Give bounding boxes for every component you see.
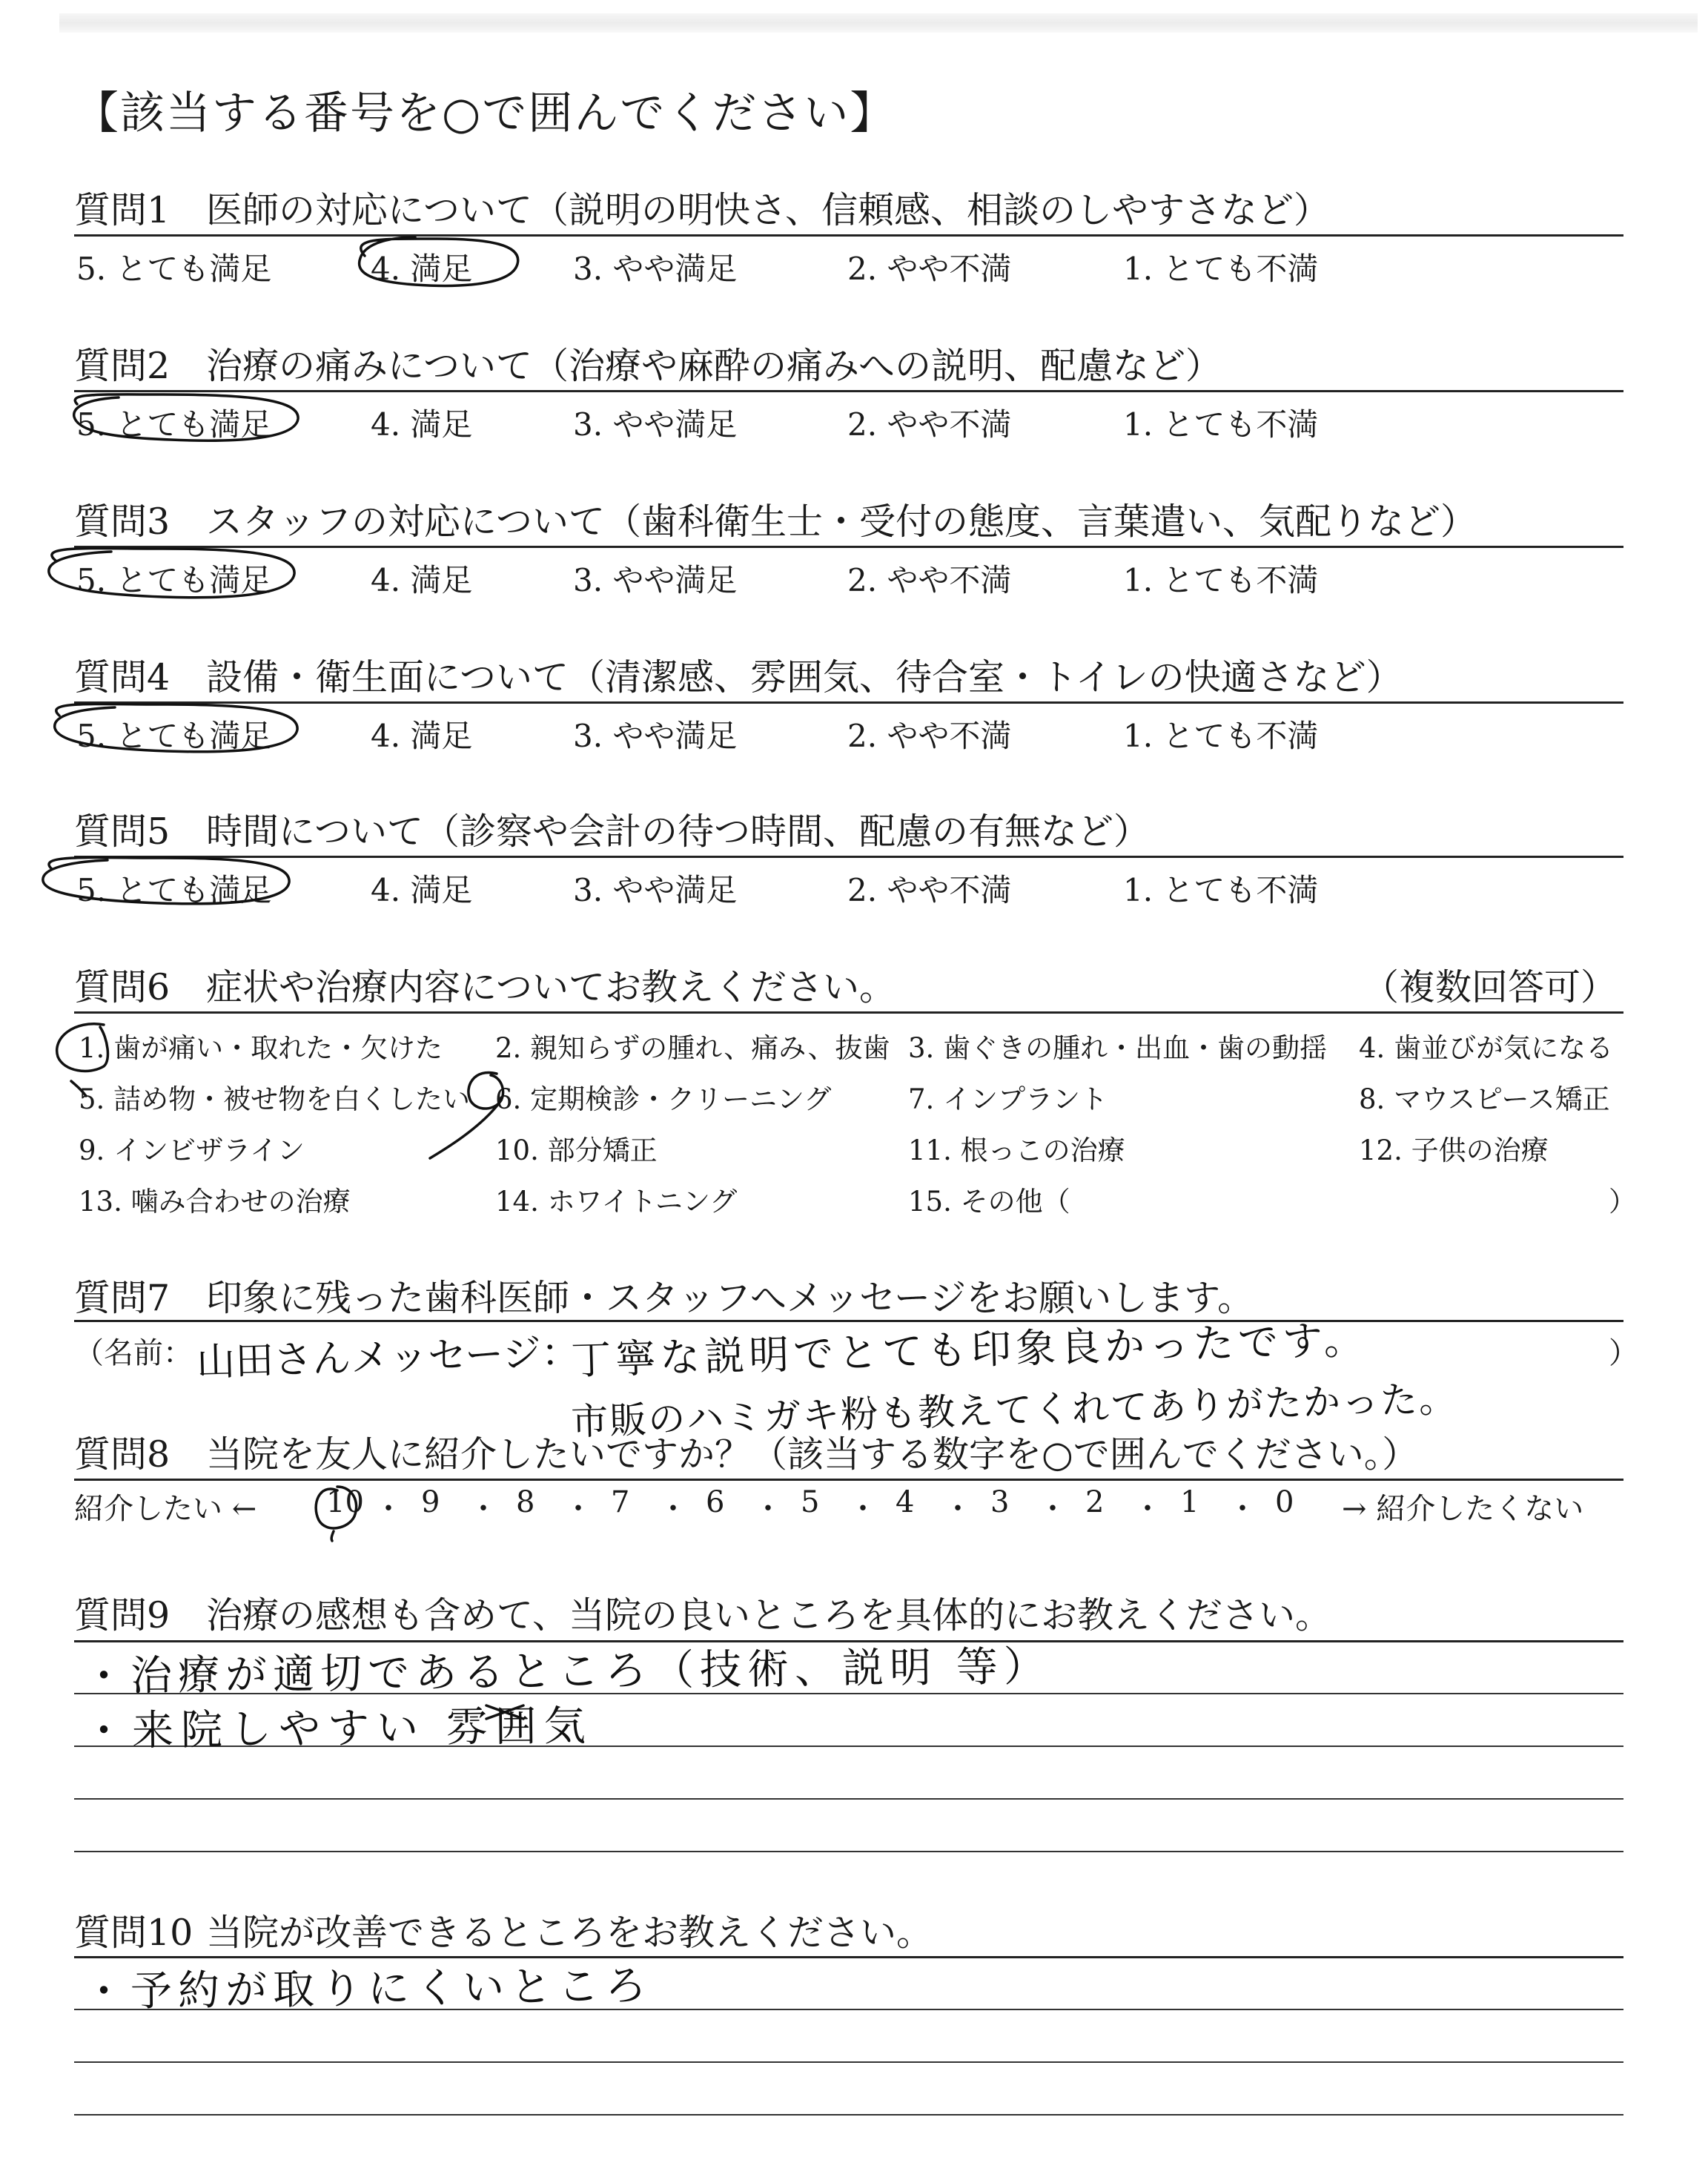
scale-value-5[interactable]: 5 (801, 1485, 820, 1519)
scale-value-10[interactable]: 10 (326, 1485, 364, 1519)
symptom-option-14[interactable]: 14. ホワイトニング (495, 1186, 738, 1218)
question-label: 質問6 (74, 966, 171, 1008)
page-title: 【該当する番号を○で囲んでください】 (74, 87, 896, 139)
scan-edge (59, 13, 1698, 33)
option-2[interactable]: 2. やや不満 (847, 251, 1012, 287)
answer-line (74, 1798, 1623, 1800)
divider (74, 234, 1623, 237)
answer-line (74, 2114, 1623, 2116)
divider (74, 390, 1623, 392)
question-text: 印象に残った歯科医師・スタッフへメッセージをお願いします。 (206, 1277, 1254, 1319)
multiple-answers-note: （複数回答可） (1363, 966, 1618, 1008)
option-3[interactable]: 3. やや満足 (573, 718, 738, 754)
question-label: 質問4 (74, 656, 171, 698)
scale-value-6[interactable]: 6 (706, 1485, 725, 1519)
scale-separator: ・ (943, 1492, 973, 1526)
scale-value-9[interactable]: 9 (421, 1485, 440, 1519)
scale-separator: ・ (848, 1492, 878, 1526)
option-4[interactable]: 4. 満足 (371, 251, 473, 287)
question-text: 治療の感想も含めて、当院の良いところを具体的にお教えください。 (206, 1594, 1332, 1636)
option-5[interactable]: 5. とても満足 (76, 562, 272, 598)
symptom-option-9[interactable]: 9. インビザライン (79, 1135, 305, 1166)
scale-value-7[interactable]: 7 (611, 1485, 630, 1519)
option-2[interactable]: 2. やや不満 (847, 406, 1012, 443)
option-2[interactable]: 2. やや不満 (847, 872, 1012, 908)
name-close-paren: ） (1609, 1336, 1638, 1370)
scale-value-0[interactable]: 0 (1275, 1485, 1294, 1519)
question-label: 質問10 (74, 1912, 193, 1954)
scale-separator: ・ (1038, 1492, 1068, 1526)
option-4[interactable]: 4. 満足 (371, 406, 473, 443)
question-label: 質問9 (74, 1594, 171, 1636)
scale-value-3[interactable]: 3 (990, 1485, 1010, 1519)
option-4[interactable]: 4. 満足 (371, 562, 473, 598)
question-text: 当院を友人に紹介したいですか？（該当する数字を○で囲んでください。） (206, 1433, 1419, 1476)
divider (74, 1479, 1623, 1481)
symptom-option-2[interactable]: 2. 親知らずの腫れ、痛み、抜歯 (495, 1032, 890, 1064)
question-label: 質問1 (74, 189, 171, 231)
option-4[interactable]: 4. 満足 (371, 872, 473, 908)
symptom-option-1[interactable]: 1. 歯が痛い・取れた・欠けた (79, 1032, 443, 1064)
question-text: 時間について（診察や会計の待つ時間、配慮の有無など） (206, 810, 1151, 853)
recommend-right-label: → 紹介したくない (1342, 1492, 1584, 1526)
question-text: 設備・衛生面について（清潔感、雰囲気、待合室・トイレの快適さなど） (206, 656, 1403, 698)
symptom-option-12[interactable]: 12. 子供の治療 (1359, 1135, 1549, 1166)
scale-separator: ・ (563, 1492, 593, 1526)
scale-separator: ・ (753, 1492, 783, 1526)
other-close-paren: ） (1609, 1186, 1636, 1218)
handwritten-name: 山田さんメッセージ： (196, 1330, 580, 1385)
handwritten-message-line-1: 丁寧な説明でとても印象良かったです。 (570, 1315, 1369, 1384)
question-label: 質問3 (74, 501, 171, 543)
question-text: 症状や治療内容についてお教えください。 (206, 966, 896, 1008)
symptom-option-11[interactable]: 11. 根っこの治療 (908, 1135, 1125, 1166)
question-text: 当院が改善できるところをお教えください。 (206, 1912, 933, 1954)
question-label: 質問8 (74, 1433, 171, 1476)
option-1[interactable]: 1. とても不満 (1123, 406, 1319, 443)
divider (74, 856, 1623, 858)
symptom-option-6[interactable]: 6. 定期検診・クリーニング (495, 1083, 832, 1115)
symptom-option-7[interactable]: 7. インプラント (908, 1083, 1108, 1115)
option-1[interactable]: 1. とても不満 (1123, 872, 1319, 908)
answer-line (74, 1851, 1623, 1852)
scale-value-2[interactable]: 2 (1085, 1485, 1105, 1519)
option-3[interactable]: 3. やや満足 (573, 251, 738, 287)
symptom-option-10[interactable]: 10. 部分矯正 (495, 1135, 658, 1166)
scale-value-1[interactable]: 1 (1180, 1485, 1199, 1519)
name-label: （名前： (74, 1336, 193, 1370)
handwritten-answer-line-1: ・予約が取りにくいところ (82, 1961, 653, 2017)
option-1[interactable]: 1. とても不満 (1123, 718, 1319, 754)
scale-separator: ・ (1133, 1492, 1162, 1526)
option-3[interactable]: 3. やや満足 (573, 872, 738, 908)
handwritten-answer-line-1: ・治療が適切であるところ（技術、説明 等） (82, 1642, 1052, 1701)
divider (74, 1011, 1623, 1014)
symptom-option-15[interactable]: 15. その他（ (908, 1186, 1070, 1218)
option-5[interactable]: 5. とても満足 (76, 251, 272, 287)
symptom-option-4[interactable]: 4. 歯並びが気になる (1359, 1032, 1614, 1064)
symptom-option-13[interactable]: 13. 噛み合わせの治療 (79, 1186, 351, 1218)
question-label: 質問7 (74, 1277, 171, 1319)
symptom-option-5[interactable]: 5. 詰め物・被せ物を白くしたい (79, 1083, 471, 1115)
scale-separator: ・ (374, 1492, 403, 1526)
option-1[interactable]: 1. とても不満 (1123, 251, 1319, 287)
handwritten-answer-line-2: ・来院しやすい 雰囲気 (82, 1702, 594, 1756)
question-text: 医師の対応について（説明の明快さ、信頼感、相談のしやすさなど） (206, 189, 1331, 231)
option-1[interactable]: 1. とても不満 (1123, 562, 1319, 598)
symptom-option-8[interactable]: 8. マウスピース矯正 (1359, 1083, 1610, 1115)
option-2[interactable]: 2. やや不満 (847, 562, 1012, 598)
scale-value-4[interactable]: 4 (896, 1485, 915, 1519)
scale-separator: ・ (658, 1492, 688, 1526)
divider (74, 546, 1623, 548)
question-text: 治療の痛みについて（治療や麻酔の痛みへの説明、配慮など） (206, 345, 1222, 387)
option-2[interactable]: 2. やや不満 (847, 718, 1012, 754)
answer-line (74, 2061, 1623, 2063)
handwritten-message-line-2: 市販のハミガキ粉も教えてくれてありがたかった。 (570, 1377, 1458, 1444)
scale-separator: ・ (1228, 1492, 1257, 1526)
option-3[interactable]: 3. やや満足 (573, 562, 738, 598)
scale-separator: ・ (469, 1492, 498, 1526)
divider (74, 701, 1623, 704)
scale-value-8[interactable]: 8 (516, 1485, 535, 1519)
question-label: 質問2 (74, 345, 171, 387)
question-label: 質問5 (74, 810, 171, 853)
question-text: スタッフの対応について（歯科衛生士・受付の態度、言葉遣い、気配りなど） (206, 501, 1477, 543)
option-3[interactable]: 3. やや満足 (573, 406, 738, 443)
option-4[interactable]: 4. 満足 (371, 718, 473, 754)
option-5[interactable]: 5. とても満足 (76, 406, 272, 443)
symptom-option-3[interactable]: 3. 歯ぐきの腫れ・出血・歯の動揺 (908, 1032, 1328, 1064)
option-5[interactable]: 5. とても満足 (76, 872, 272, 908)
option-5[interactable]: 5. とても満足 (76, 718, 272, 754)
recommend-left-label: 紹介したい ← (74, 1492, 257, 1526)
